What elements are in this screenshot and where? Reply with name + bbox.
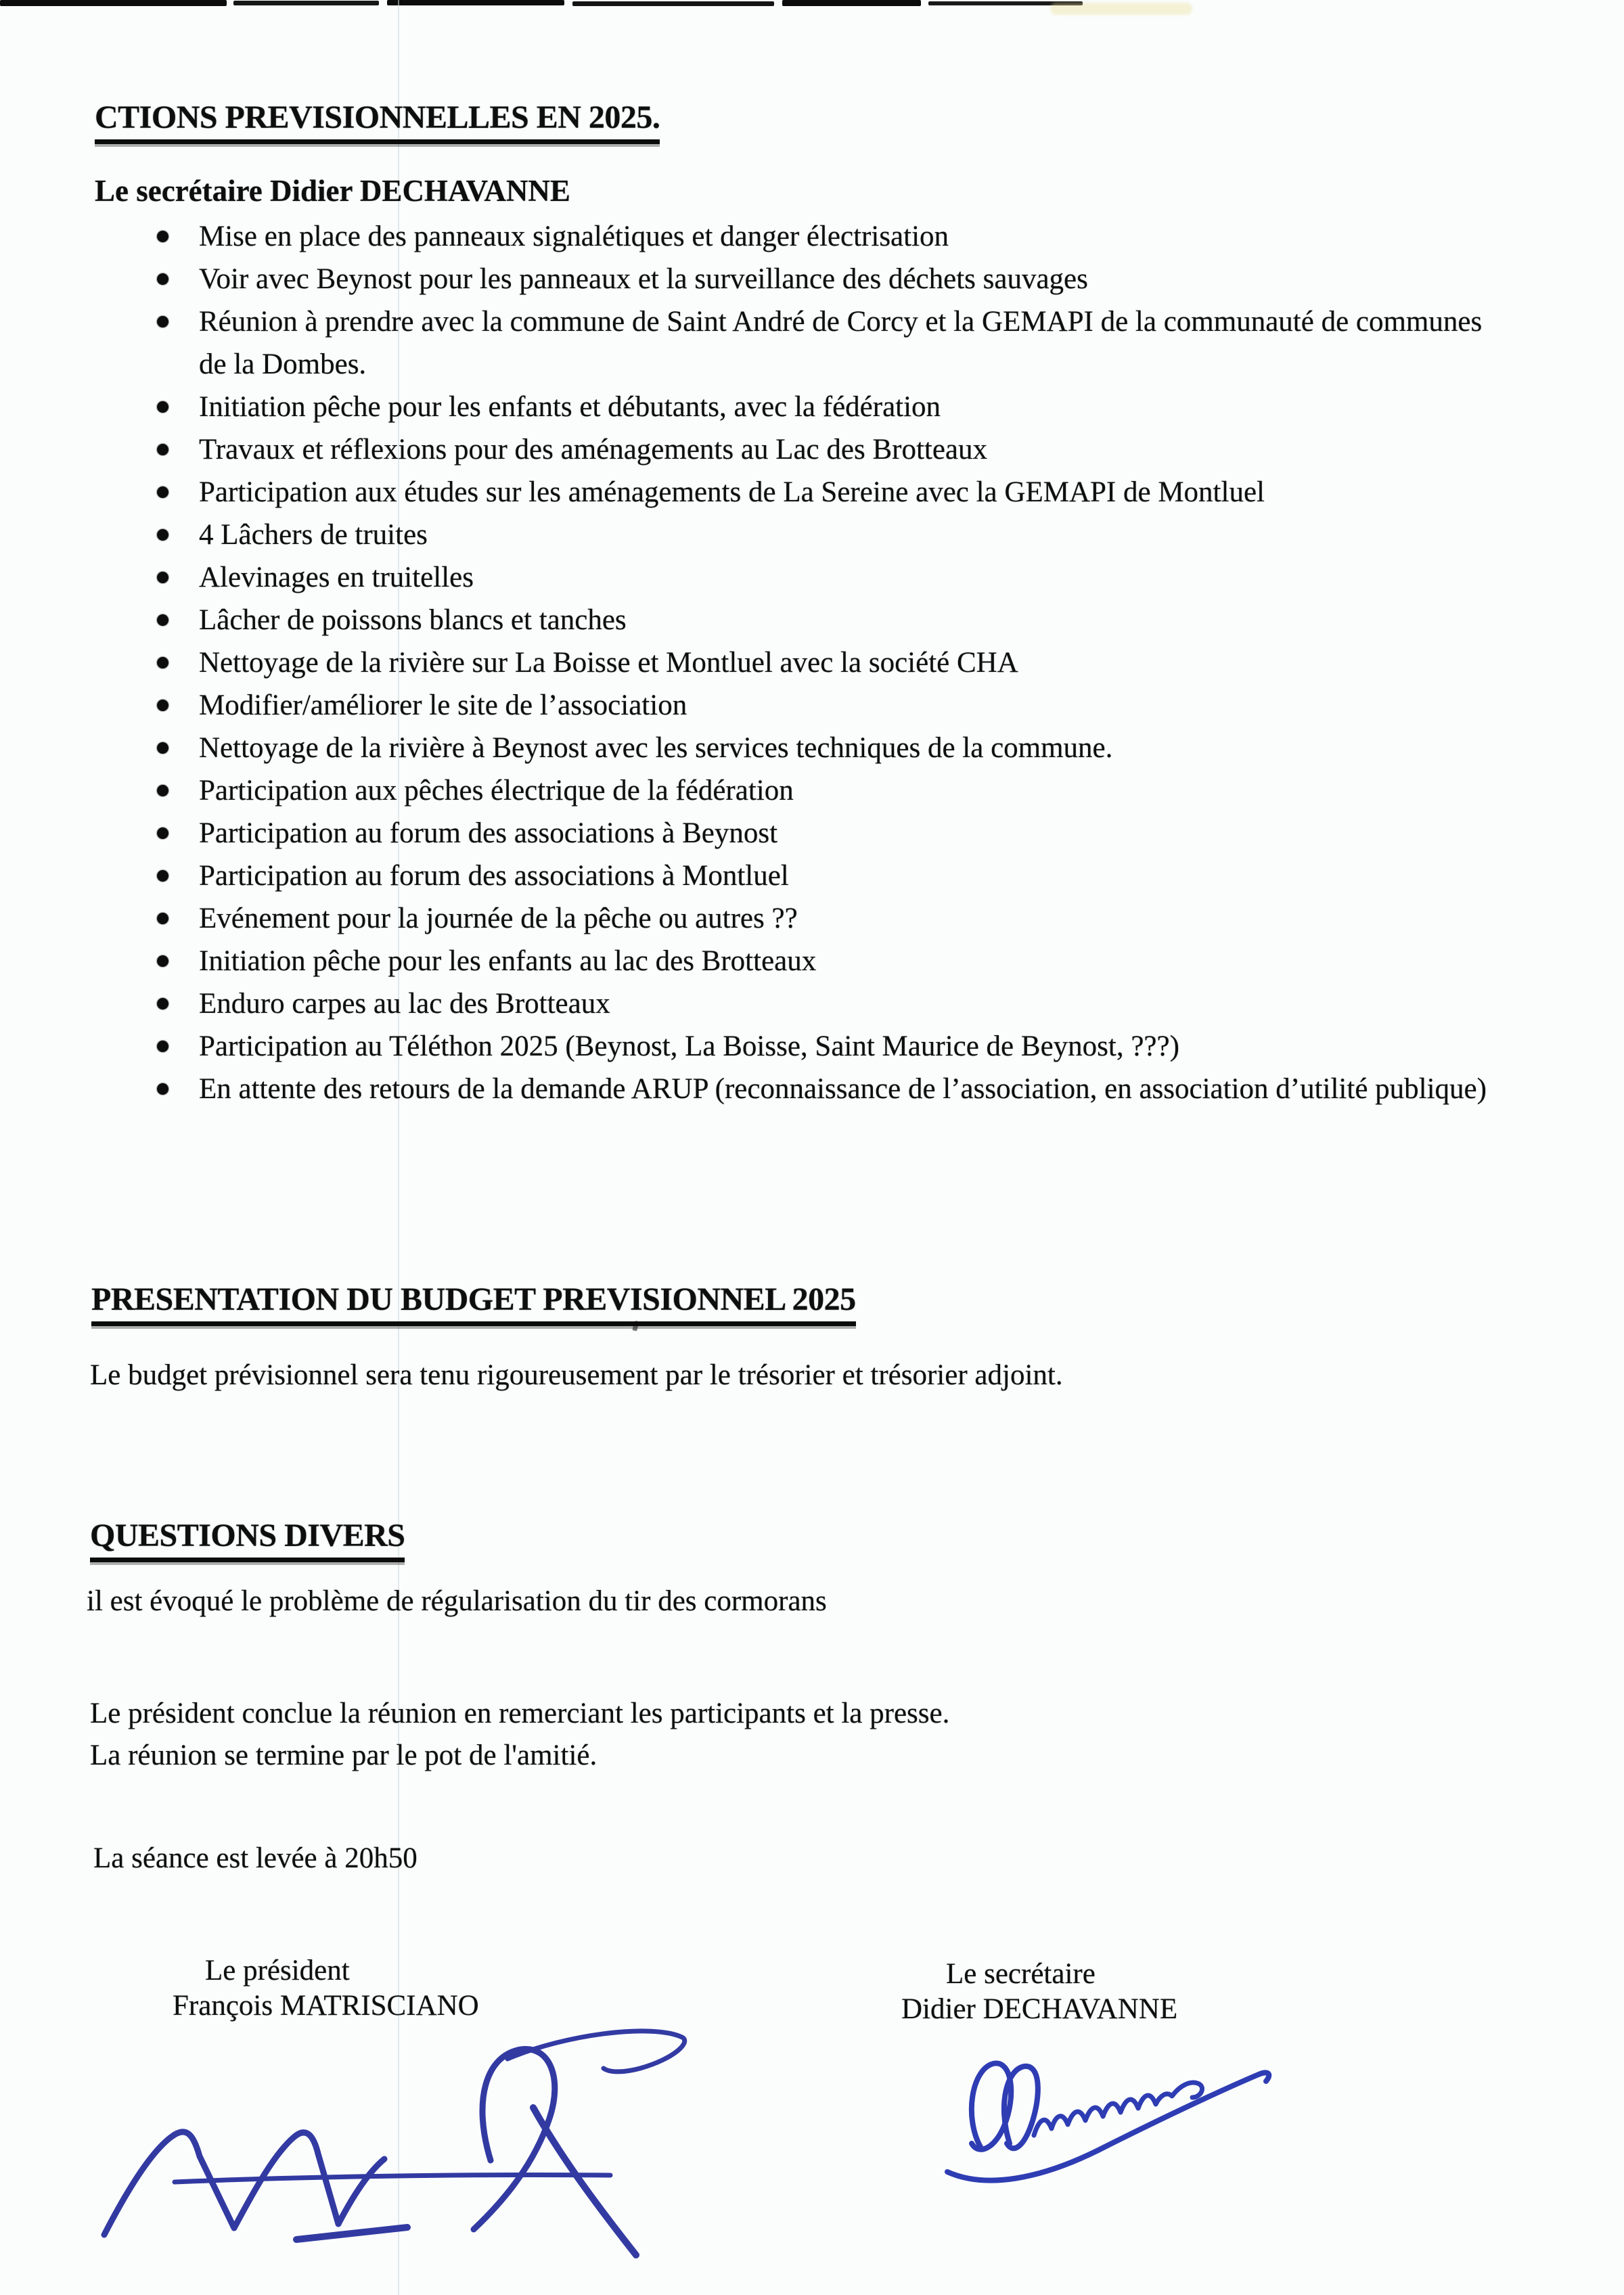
scan-artifact-top-bar (0, 0, 227, 6)
action-list-item: Participation aux études sur les aménagements de La Sereine avec la GEMAPI de Montluel (154, 471, 1501, 514)
president-signature-ink (95, 2020, 704, 2260)
action-list-item: Nettoyage de la rivière à Beynost avec les services techniques de la commune. (154, 727, 1501, 769)
action-list-item: Evénement pour la journée de la pêche ou autres ?? (154, 897, 1501, 940)
secretary-heading: Le secrétaire Didier DECHAVANNE (95, 174, 570, 208)
page-title: CTIONS PREVISIONNELLES EN 2025. (95, 99, 660, 144)
actions-list (154, 215, 1501, 1110)
action-list-item: Mise en place des panneaux signalétiques et danger électrisation (154, 215, 1501, 258)
action-list-item: Initiation pêche pour les enfants et débutants, avec la fédération (154, 386, 1501, 428)
action-list-item: Lâcher de poissons blancs et tanches (154, 599, 1501, 641)
action-list-item: Participation au Téléthon 2025 (Beynost, La Boisse, Saint Maurice de Beynost, ???) (154, 1025, 1501, 1068)
scan-artifact-top-bar (387, 0, 564, 5)
action-list-item: En attente des retours de la demande ARUP (reconnaissance de l’association, en association d’utilité publique) (154, 1068, 1501, 1110)
scan-artifact-smudge (1050, 3, 1192, 15)
action-list-item: Initiation pêche pour les enfants au lac des Brotteaux (154, 940, 1501, 982)
budget-section-body: Le budget prévisionnel sera tenu rigoureusement par le trésorier et trésorier adjoint. (90, 1359, 1063, 1391)
action-list-item: Alevinages en truitelles (154, 556, 1501, 599)
action-list-item: Enduro carpes au lac des Brotteaux (154, 982, 1501, 1025)
president-role-label: Le président (205, 1955, 350, 1986)
budget-section-heading: PRESENTATION DU BUDGET PREVISIONNEL 2025 (91, 1281, 856, 1326)
action-list-item: Participation aux pêches électrique de la fédération (154, 769, 1501, 812)
president-name: François MATRISCIANO (173, 1990, 479, 2022)
adjournment-line: La séance est levée à 20h50 (93, 1842, 418, 1874)
questions-section-body: il est évoqué le problème de régularisation du tir des cormorans (87, 1585, 827, 1617)
closing-line-2: La réunion se termine par le pot de l'amitié. (90, 1740, 597, 1771)
action-list-item: Participation au forum des associations à Montluel (154, 855, 1501, 897)
closing-line-1: Le président conclue la réunion en remerciant les participants et la presse. (90, 1698, 950, 1729)
scan-artifact-top-bar (782, 0, 921, 6)
action-list-item: Modifier/améliorer le site de l’association (154, 684, 1501, 727)
questions-section-heading: QUESTIONS DIVERS (90, 1517, 405, 1562)
action-list-item: 4 Lâchers de truites (154, 514, 1501, 556)
secretary-name: Didier DECHAVANNE (901, 1993, 1178, 2025)
secretary-role-label: Le secrétaire (946, 1958, 1096, 1990)
action-list-item: Participation au forum des associations à Beynost (154, 812, 1501, 855)
action-list-item: Travaux et réflexions pour des aménagements au Lac des Brotteaux (154, 428, 1501, 471)
secretary-signature-ink (939, 2037, 1284, 2189)
action-list-item: Réunion à prendre avec la commune de Saint André de Corcy et la GEMAPI de la communauté de communes de la Dombes. (154, 300, 1501, 386)
action-list-item: Nettoyage de la rivière sur La Boisse et Montluel avec la société CHA (154, 641, 1501, 684)
action-list-item: Voir avec Beynost pour les panneaux et la surveillance des déchets sauvages (154, 258, 1501, 300)
scan-artifact-top-bar (233, 1, 379, 5)
scan-artifact-top-bar (572, 1, 774, 6)
